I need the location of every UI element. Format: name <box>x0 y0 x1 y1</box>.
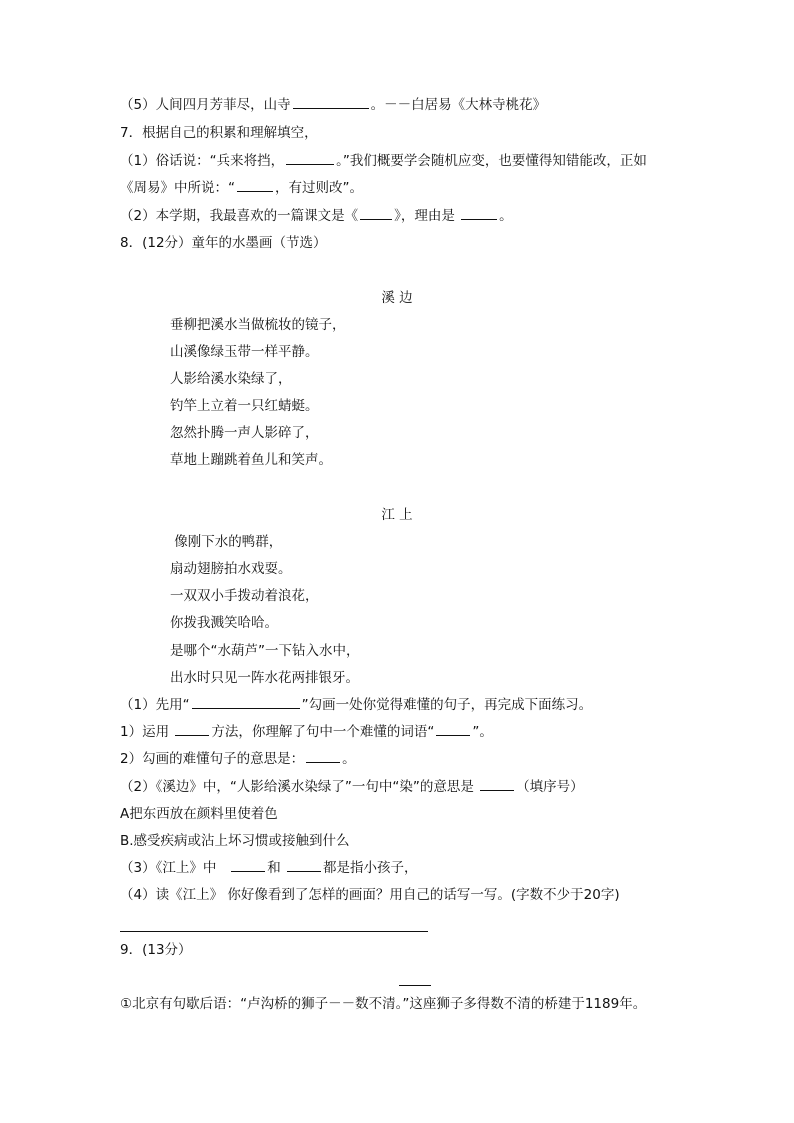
answer-blank[interactable] <box>231 859 265 872</box>
title-blank[interactable] <box>399 985 431 986</box>
q7-item1-line2: 《周易》中所说：“ ，有过则改”。 <box>120 180 363 196</box>
q6-item5: （5）人间四月芳菲尽，山寺 。－－白居易《大林寺桃花》 <box>120 97 547 113</box>
poem2-line: 是哪个“水葫芦”一下钻入水中， <box>170 643 360 659</box>
q8-sub1-1: 1）运用 方法，你理解了句中一个难懂的词语“ ”。 <box>120 724 493 740</box>
q7-header: 7．根据自己的积累和理解填空， <box>120 125 318 141</box>
q7-item2: （2）本学期，我最喜欢的一篇课文是《 》，理由是 。 <box>120 208 513 224</box>
poem2-line: 像刚下水的鸭群， <box>170 534 283 550</box>
q8-sub2: （2）《溪边》中，“人影给溪水染绿了”一句中“染”的意思是 （填序号） <box>120 779 584 795</box>
q8-header: 8．(12分）童年的水墨画（节选） <box>120 235 327 251</box>
poem2-line: 出水时只见一阵水花两排银牙。 <box>170 670 359 686</box>
poem2-line: 扇动翅膀拍水戏耍。 <box>170 561 292 577</box>
q7-item1-line1: （1）俗话说：“兵来将挡， 。”我们概要学会随机应变，也要懂得知错能改，正如 <box>120 153 647 169</box>
answer-line[interactable] <box>120 931 428 932</box>
q9-para1: ①北京有句歇后语：“卢沟桥的狮子－－数不清。”这座狮子多得数不清的桥建于1189年。 <box>120 996 647 1012</box>
q8-sub1: （1）先用“ ”勾画一处你觉得难懂的句子，再完成下面练习。 <box>120 697 593 713</box>
q8-sub3: （3）《江上》中 和 都是指小孩子， <box>120 860 418 876</box>
answer-blank[interactable] <box>436 723 470 736</box>
answer-blank[interactable] <box>461 207 497 220</box>
poem1-line: 山溪像绿玉带一样平静。 <box>170 344 319 360</box>
answer-blank[interactable] <box>175 723 209 736</box>
poem2-line: 一双双小手拨动着浪花， <box>170 588 319 604</box>
q9-header: 9．(13分） <box>120 942 192 958</box>
answer-blank[interactable] <box>480 778 514 791</box>
q8-sub4: （4）读《江上》 你好像看到了怎样的画面？用自己的话写一写。(字数不少于20字) <box>120 887 620 903</box>
option-b: B.感受疾病或沾上坏习惯或接触到什么 <box>120 833 350 849</box>
answer-blank[interactable] <box>192 696 300 709</box>
poem1-line: 人影给溪水染绿了， <box>170 371 292 387</box>
poem1-line: 垂柳把溪水当做梳妆的镜子， <box>170 317 346 333</box>
answer-blank[interactable] <box>293 96 369 109</box>
poem1-title: 溪 边 <box>381 290 413 306</box>
option-a: A把东西放在颜料里使着色 <box>120 806 278 822</box>
q8-sub1-2: 2）勾画的难懂句子的意思是： 。 <box>120 751 356 767</box>
answer-blank[interactable] <box>286 152 334 165</box>
answer-blank[interactable] <box>237 179 273 192</box>
answer-blank[interactable] <box>287 859 321 872</box>
poem1-line: 钓竿上立着一只红蜻蜓。 <box>170 398 319 414</box>
poem1-line: 草地上蹦跳着鱼儿和笑声。 <box>170 452 332 468</box>
poem2-title: 江 上 <box>381 507 413 523</box>
answer-blank[interactable] <box>306 750 340 763</box>
poem1-line: 忽然扑腾一声人影碎了， <box>170 425 319 441</box>
poem2-line: 你拨我溅笑哈哈。 <box>170 615 278 631</box>
answer-blank[interactable] <box>360 207 392 220</box>
